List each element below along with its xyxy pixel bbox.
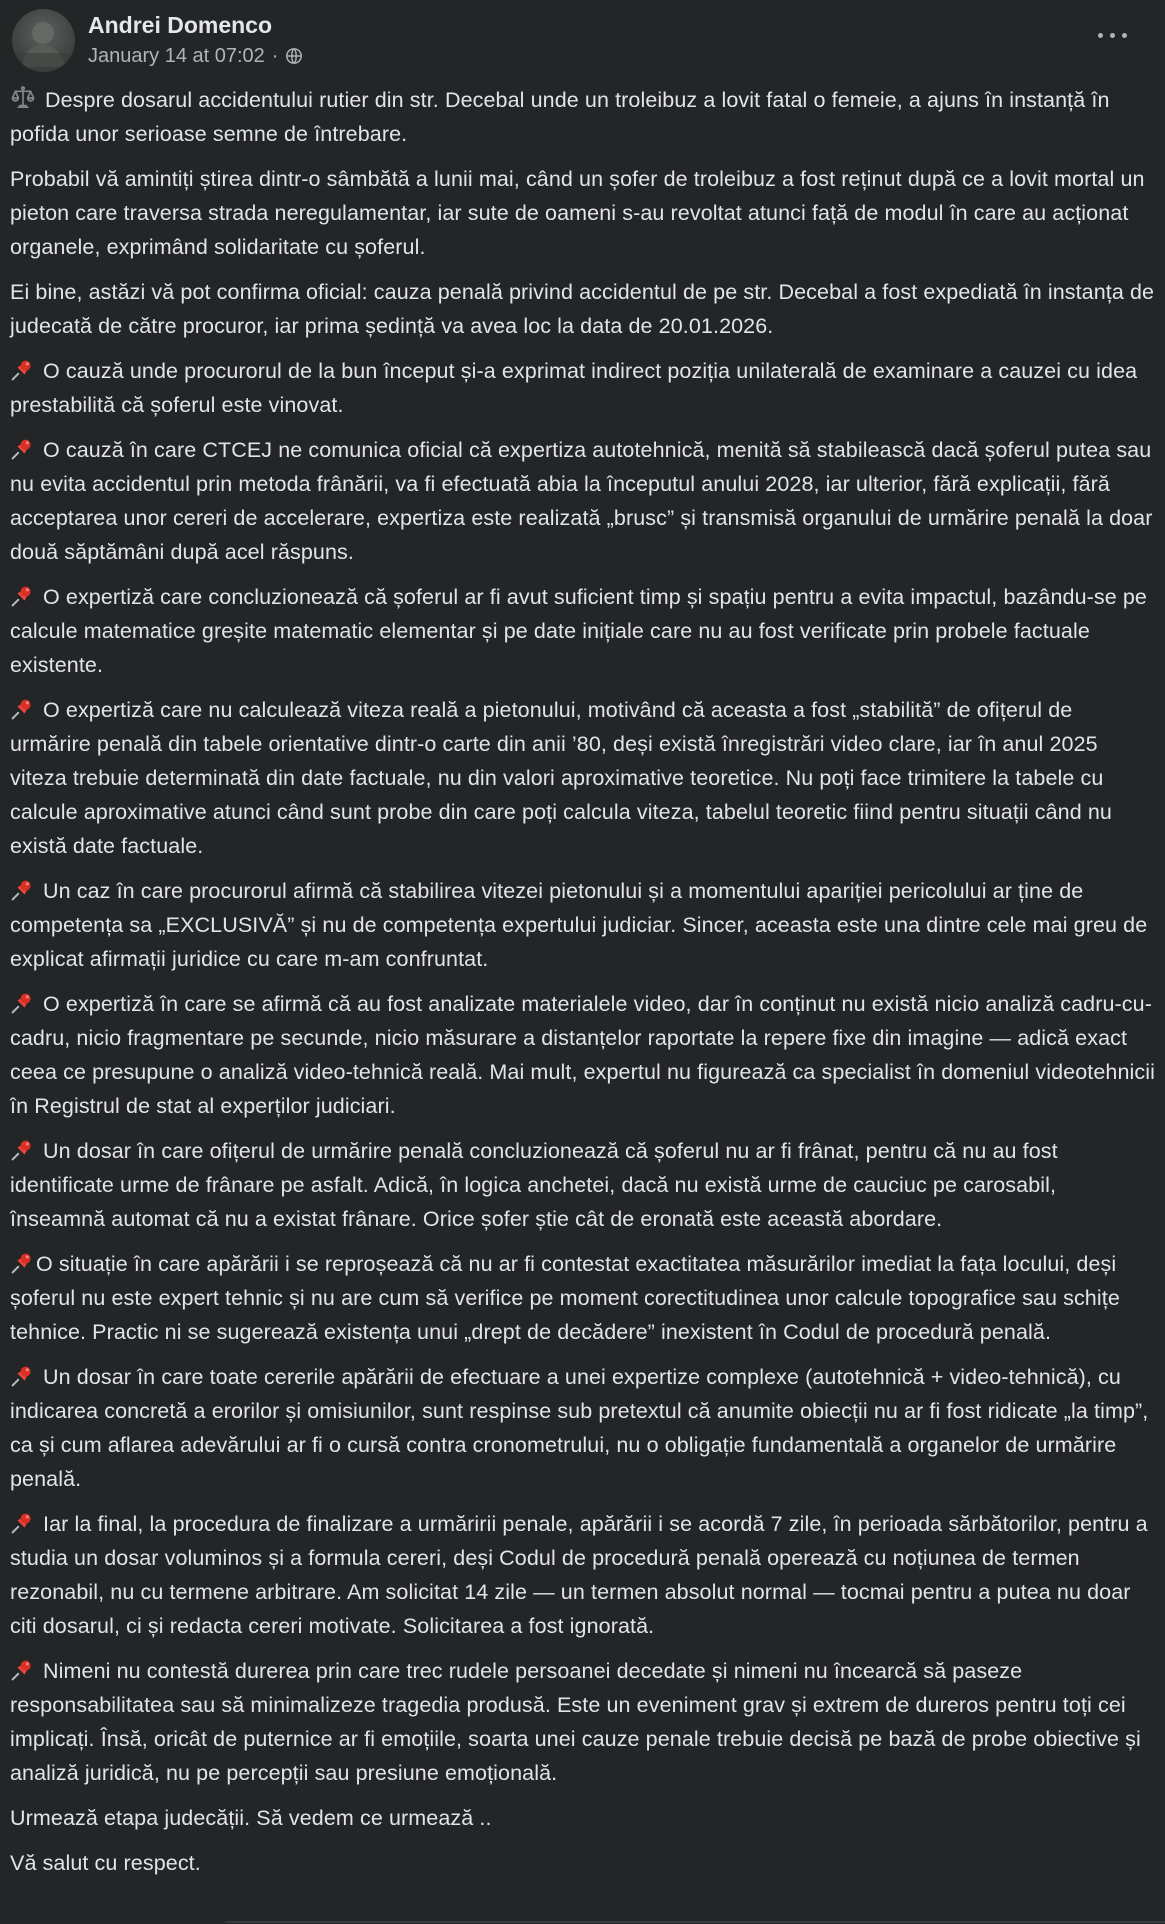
post-paragraph [10, 354, 1155, 422]
post-paragraph [10, 1360, 1155, 1496]
globe-icon [285, 47, 303, 65]
post-paragraph [10, 1507, 1155, 1643]
post-paragraph [10, 1801, 1155, 1835]
post-paragraph [10, 83, 1155, 151]
paragraph-text: O situație în care apărării i se reproșează că nu ar fi contestat exactitatea măsurărilor imediat la fața locului, deși șoferul nu este expert tehnic și nu are cum să verifice pe moment corectitudinea unor calcule topografice sau schițe tehnice. Practic ni se sugerează existența unui „drept de decădere” inexistent în Codul de procedură penală. [10, 1252, 1120, 1344]
post-paragraph [10, 987, 1155, 1123]
pushpin-icon [10, 1138, 34, 1162]
post-paragraph [10, 1654, 1155, 1790]
paragraph-text: O expertiză care nu calculează viteza reală a pietonului, motivând că aceasta a fost „stabilită” de ofițerul de urmărire penală din tabele orientative dintr-o carte din anii ’80, deși există înregistrări video clare, iar în anul 2025 viteza trebuie determinată din date factuale, nu din valori aproximative teoretice. Nu poți face trimitere la tabele cu calcule aproximative atunci când sunt probe din care poți calcula viteza, tabelul teoretic fiind pentru situații când nu există date factuale. [10, 698, 1112, 858]
pushpin-icon [10, 1511, 34, 1535]
post-header-text [88, 9, 303, 68]
paragraph-text: Despre dosarul accidentului rutier din str. Decebal unde un troleibuz a lovit fatal o femeie, a ajuns în instanță în pofida unor serioase semne de întrebare. [10, 88, 1110, 146]
paragraph-text: O expertiză în care se afirmă că au fost analizate materialele video, dar în conținut nu există nicio analiză cadru-cu-cadru, nicio fragmentare pe secunde, nicio măsurare a distanțelor raportate la repere fixe din imagine — adică exact ceea ce presupune o analiză video-tehnică reală. Mai mult, expertul nu figurează ca specialist în domeniul videotehnicii în Registrul de stat al experților judiciari. [10, 992, 1155, 1118]
post-paragraph [10, 693, 1155, 863]
post-paragraph [10, 874, 1155, 976]
paragraph-text: Iar la final, la procedura de finalizare a urmăririi penale, apărării i se acordă 7 zile, în perioada sărbătorilor, pentru a studia un dosar voluminos și a formula cereri, deși Codul de procedură penală operează cu noțiunea de termen rezonabil, nu cu termene arbitrare. Am solicitat 14 zile — un termen absolut normal — tocmai pentru a putea nu doar citi dosarul, ci și redacta cereri motivate. Solicitarea a fost ignorată. [10, 1512, 1148, 1638]
pushpin-icon [10, 1658, 34, 1682]
post-paragraph [10, 580, 1155, 682]
pushpin-icon [10, 697, 34, 721]
pushpin-icon [10, 437, 34, 461]
paragraph-text: Ei bine, astăzi vă pot confirma oficial: cauza penală privind accidentul de pe str. Decebal a fost expediată în instanța de judecată de către procuror, iar prima ședință va avea loc la data de 20.01.2026. [10, 280, 1155, 338]
paragraph-text: O expertiză care concluzionează că șoferul ar fi avut suficient timp și spațiu pentru a evita impactul, bazându-se pe calcule matematice greșite matematic elementar și pe date inițiale care nu au fost verificate prin probele factuale existente. [10, 585, 1147, 677]
pushpin-icon [10, 1251, 34, 1275]
post-paragraph [10, 433, 1155, 569]
paragraph-text: O cauză unde procurorul de la bun început și-a exprimat indirect poziția unilaterală de examinare a cauzei cu idea prestabilită că șoferul este vinovat. [10, 359, 1138, 417]
paragraph-text: Probabil vă amintiți știrea dintr-o sâmbătă a lunii mai, când un șofer de troleibuz a fost reținut după ce a lovit mortal un pieton care traversa strada neregulamentar, iar sute de oameni s-au revoltat atunci față de modul în care au acționat organele, exprimând solidaritate cu șoferul. [10, 167, 1145, 259]
pushpin-icon [10, 1364, 34, 1388]
author-name[interactable]: Andrei Domenco [88, 12, 273, 38]
post-paragraph [10, 162, 1155, 264]
bottom-divider [225, 1921, 1165, 1923]
paragraph-text: Un dosar în care ofițerul de urmărire penală concluzionează că șoferul nu ar fi frânat, pentru că nu au fost identificate urme de frânare pe asfalt. Adică, în logica anchetei, dacă nu există urme de cauciuc pe carosabil, înseamnă automat că nu a existat frânare. Orice șofer știe cât de eronată este această abordare. [10, 1139, 1058, 1231]
more-dot [1098, 33, 1103, 38]
paragraph-text: Nimeni nu contestă durerea prin care trec rudele persoanei decedate și nimeni nu încearcă să paseze responsabilitatea sau să minimalizeze tragedia produsă. Este un eveniment grav și extrem de dureros pentru toți cei implicați. Însă, oricât de puternice ar fi emoțiile, soarta unei cauze penale trebuie decisă pe bază de probe obiective și analiză juridică, nu pe percepții sau presiune emoțională. [10, 1659, 1141, 1785]
pushpin-icon [10, 584, 34, 608]
post-body [0, 74, 1165, 1880]
post-paragraph [10, 1134, 1155, 1236]
paragraph-text: O cauză în care CTCEJ ne comunica oficial că expertiza autotehnică, menită să stabilească dacă șoferul putea sau nu evita accidentul prin metoda frânării, va fi efectuată abia la începutul anului 2028, iar ulterior, fără explicații, fără acceptarea unor cereri de accelerare, expertiza este realizată „brusc” și transmisă organului de urmărire penală la doar două săptămâni după acel răspuns. [10, 438, 1153, 564]
post-header [0, 0, 1165, 74]
more-dot [1122, 33, 1127, 38]
paragraph-text: Un dosar în care toate cererile apărării de efectuare a unei expertize complexe (autotehnică + video-tehnică), cu indicarea concretă a erorilor și omisiunilor, sunt respinse sub pretextul că anumite obiecții nu ar fi fost ridicate „la timp”, ca și cum aflarea adevărului ar fi o cursă contra cronometrului, nu o obligație fundamentală a organelor de urmărire penală. [10, 1365, 1149, 1491]
paragraph-text: Un caz în care procurorul afirmă că stabilirea vitezei pietonului și a momentului apariției pericolului ar ține de competența sa „EXCLUSIVĂ” și nu de competența expertului judiciar. Sincer, aceasta este una dintre cele mai greu de explicat afirmații juridice cu care m-am confruntat. [10, 879, 1148, 971]
timestamp[interactable]: January 14 at 07:02 [88, 45, 265, 67]
post-paragraph [10, 275, 1155, 343]
post-paragraph [10, 1846, 1155, 1880]
avatar[interactable] [12, 9, 75, 72]
pushpin-icon [10, 991, 34, 1015]
post-meta [88, 44, 303, 68]
pushpin-icon [10, 878, 34, 902]
meta-separator: · [271, 45, 279, 67]
paragraph-text: Urmează etapa judecății. Să vedem ce urmează .. [10, 1806, 492, 1830]
more-options-button[interactable] [1090, 25, 1135, 46]
post-paragraph [10, 1247, 1155, 1349]
more-dot [1110, 33, 1115, 38]
pushpin-icon [10, 358, 34, 382]
scales-icon [10, 85, 36, 111]
paragraph-text: Vă salut cu respect. [10, 1851, 201, 1875]
